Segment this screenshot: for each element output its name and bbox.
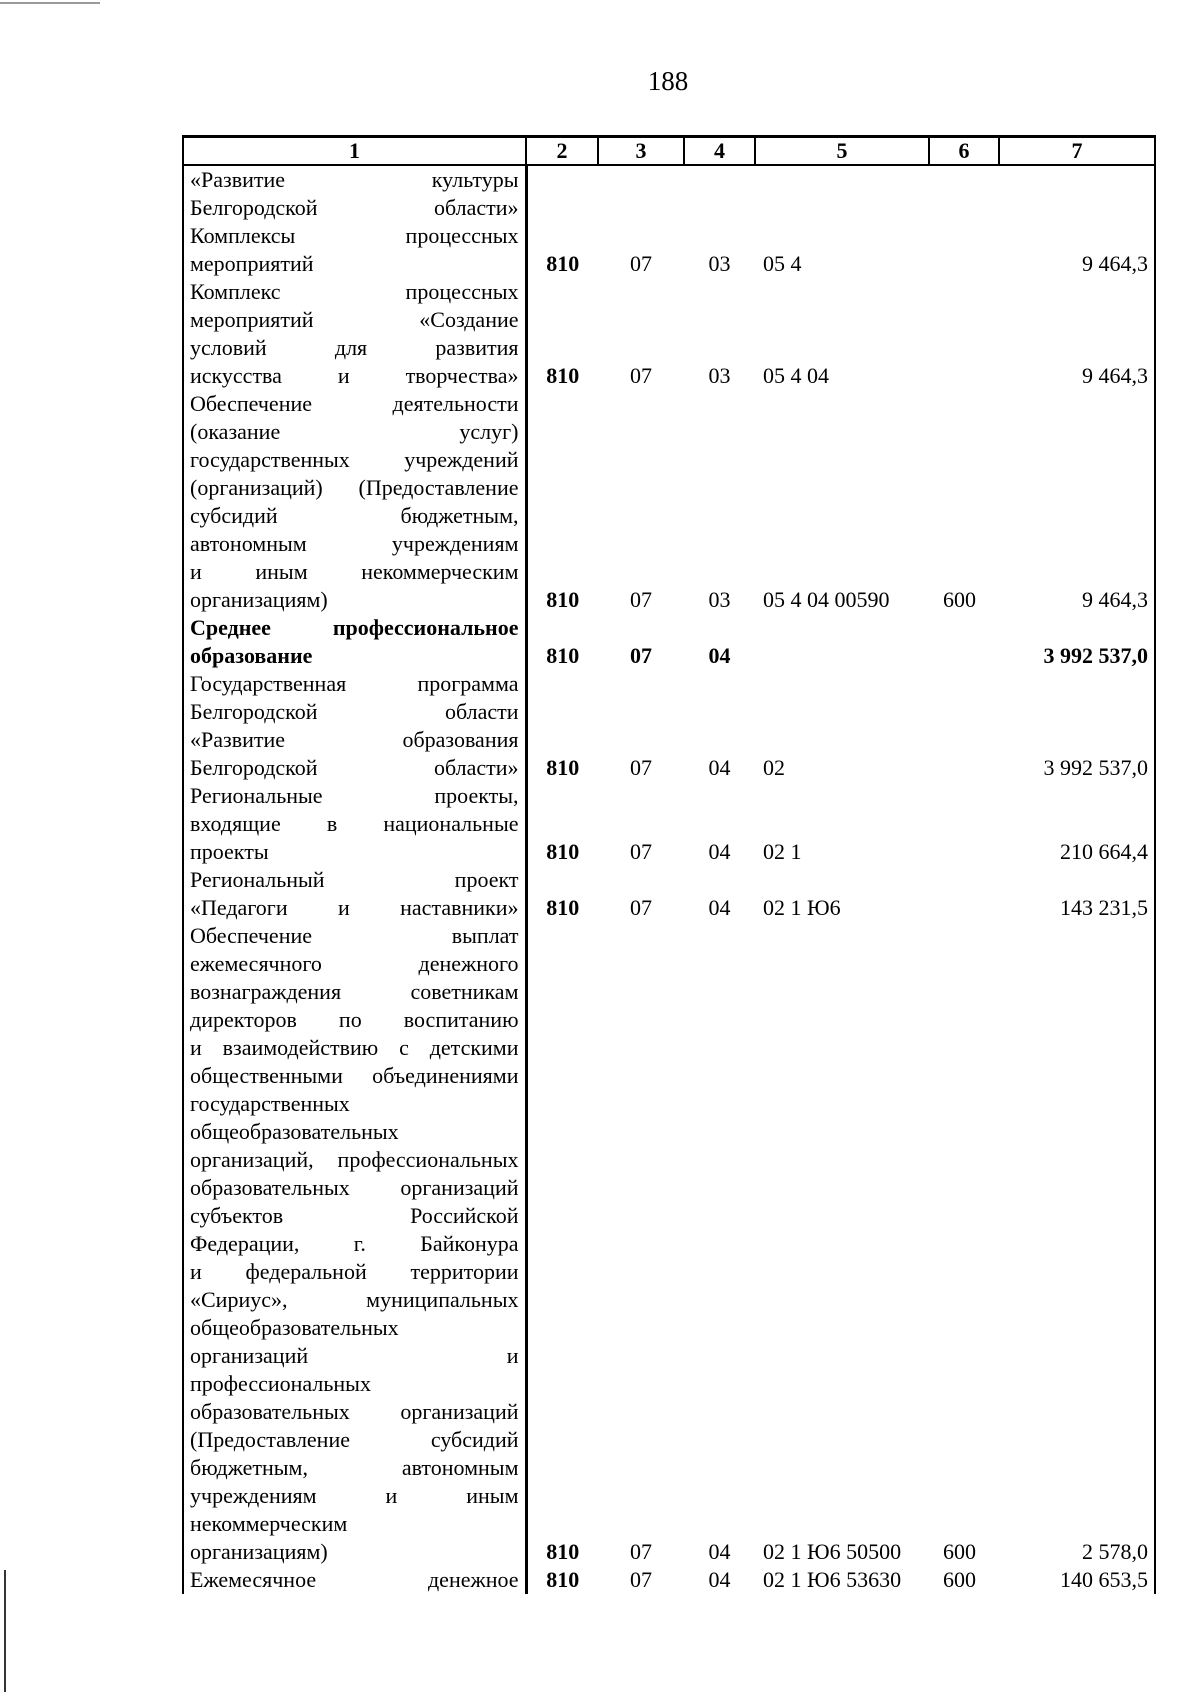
- row-name-line: Комплекс процессных: [190, 279, 519, 304]
- row-name-line: общеобразовательных: [190, 1315, 399, 1340]
- row-name-line: и федеральной территории: [190, 1259, 519, 1284]
- row-cell-c6: 600: [943, 1539, 976, 1564]
- row-name-line: Государственная программа: [190, 671, 519, 696]
- row-name-cell: [183, 922, 526, 1566]
- row-name-line: образовательных организаций: [190, 1399, 519, 1424]
- row-name-line: (Предоставление субсидий: [190, 1427, 519, 1452]
- table-row: [183, 278, 1155, 390]
- header-col-7: 7: [999, 137, 1155, 166]
- row-name-line: Обеспечение выплат: [190, 923, 519, 948]
- row-cell-c7: [999, 165, 1155, 222]
- table-header-row: [183, 137, 1155, 166]
- row-cell-c4: 03: [708, 363, 731, 388]
- row-cell-c2: 810: [546, 643, 580, 668]
- row-cell-c6: [929, 614, 999, 670]
- row-name-line: профессиональных: [190, 1371, 371, 1396]
- row-name-cell: [183, 670, 526, 782]
- row-name-line: условий для развития: [190, 335, 519, 360]
- row-cell-c5: 05 4: [763, 251, 802, 276]
- row-name-line: входящие в национальные: [190, 811, 519, 836]
- row-name-cell: [183, 165, 526, 222]
- row-cell-c7: 140 653,5: [999, 1566, 1155, 1594]
- row-cell-c2: 810: [546, 587, 580, 612]
- row-name-line: государственных: [190, 1091, 350, 1116]
- row-cell-c6: [929, 165, 999, 222]
- table-row: [183, 165, 1155, 222]
- row-cell-c6: [929, 222, 999, 278]
- row-cell-c7: 9 464,3: [999, 390, 1155, 614]
- row-name-line: Комплексы процессных: [190, 223, 519, 248]
- row-cell-c3: 07: [630, 839, 652, 864]
- row-name-cell: [183, 222, 526, 278]
- row-cell-c5: 05 4 04 00590: [763, 587, 890, 612]
- row-cell-c4: 04: [708, 895, 731, 920]
- row-name-line: образовательных организаций: [190, 1175, 519, 1200]
- row-name-line: и взаимодействию с детскими: [190, 1035, 519, 1060]
- row-name-line: «Развитие образования: [190, 727, 519, 752]
- row-cell-c7: 2 578,0: [999, 922, 1155, 1566]
- row-cell-c4: 04: [708, 1539, 731, 1564]
- table-row: [183, 866, 1155, 922]
- row-cell-c7: 3 992 537,0: [999, 614, 1155, 670]
- row-cell-c3: 07: [630, 755, 652, 780]
- table-row: [183, 614, 1155, 670]
- row-cell-c6: 600: [943, 1567, 976, 1592]
- row-name-line: Белгородской области: [190, 699, 519, 724]
- row-name-cell: [183, 1566, 526, 1594]
- row-name-line: «Сириус», муниципальных: [190, 1287, 519, 1312]
- header-col-1: 1: [183, 137, 526, 166]
- row-cell-c7: 3 992 537,0: [999, 670, 1155, 782]
- row-name-line: (оказание услуг): [190, 419, 519, 444]
- header-col-5: 5: [755, 137, 929, 166]
- row-name-cell: [183, 278, 526, 390]
- row-cell-c2: 810: [546, 1539, 580, 1564]
- row-name-line: мероприятий «Создание: [190, 307, 519, 332]
- row-name-cell: [183, 614, 526, 670]
- row-name-line: Ежемесячное денежное: [190, 1567, 519, 1592]
- row-cell-c4: 04: [708, 643, 731, 668]
- page-number: 188: [647, 66, 689, 96]
- row-name-line: искусства и творчества»: [190, 363, 519, 388]
- row-name-line: директоров по воспитанию: [190, 1007, 519, 1032]
- row-cell-c3: 07: [630, 895, 652, 920]
- header-col-3: 3: [598, 137, 684, 166]
- row-cell-c2: 810: [546, 895, 580, 920]
- row-cell-c5: 02: [763, 755, 785, 780]
- row-name-line: проекты: [190, 839, 269, 864]
- row-cell-c3: 07: [630, 587, 652, 612]
- scan-artifact-left: [4, 1570, 6, 1692]
- row-cell-c5: 02 1 Ю6 53630: [763, 1567, 902, 1592]
- row-cell-c4: [684, 165, 755, 222]
- table-row: [183, 922, 1155, 1566]
- row-cell-c6: 600: [943, 587, 976, 612]
- row-cell-c5: [755, 165, 929, 222]
- row-name-line: (организаций) (Предоставление: [190, 475, 519, 500]
- row-cell-c3: 07: [630, 1567, 652, 1592]
- row-cell-c5: 05 4 04: [763, 363, 829, 388]
- row-name-line: ежемесячного денежного: [190, 951, 519, 976]
- row-name-line: Региональный проект: [190, 867, 519, 892]
- row-name-line: бюджетным, автономным: [190, 1455, 519, 1480]
- row-cell-c2: [526, 165, 598, 222]
- row-cell-c6: [929, 866, 999, 922]
- row-name-line: организациям): [190, 587, 328, 612]
- row-cell-c3: 07: [630, 363, 652, 388]
- row-name-line: субсидий бюджетным,: [190, 503, 519, 528]
- row-name-line: образование: [190, 643, 313, 668]
- row-name-line: учреждениям и иным: [190, 1483, 519, 1508]
- row-name-line: Обеспечение деятельности: [190, 391, 519, 416]
- row-name-line: субъектов Российской: [190, 1203, 519, 1228]
- row-name-line: общественными объединениями: [190, 1063, 519, 1088]
- table-row: [183, 390, 1155, 614]
- row-name-line: Белгородской области»: [190, 195, 519, 220]
- row-cell-c4: 04: [708, 1567, 731, 1592]
- header-col-6: 6: [929, 137, 999, 166]
- row-name-line: Региональные проекты,: [190, 783, 519, 808]
- row-cell-c6: [929, 782, 999, 866]
- row-name-cell: [183, 390, 526, 614]
- row-name-line: Среднее профессиональное: [190, 615, 519, 640]
- row-cell-c3: 07: [630, 251, 652, 276]
- row-cell-c5: [755, 614, 929, 670]
- row-name-line: некоммерческим: [190, 1511, 348, 1536]
- table-body: [183, 165, 1155, 1594]
- row-cell-c7: 9 464,3: [999, 222, 1155, 278]
- row-cell-c7: 210 664,4: [999, 782, 1155, 866]
- row-cell-c5: 02 1: [763, 839, 802, 864]
- row-name-line: мероприятий: [190, 251, 314, 276]
- row-cell-c4: 04: [708, 839, 731, 864]
- row-cell-c2: 810: [546, 1567, 580, 1592]
- budget-table: [182, 135, 1156, 1594]
- row-cell-c3: 07: [630, 1539, 652, 1564]
- table-row: [183, 222, 1155, 278]
- row-name-line: «Развитие культуры: [190, 167, 519, 192]
- row-cell-c2: 810: [546, 363, 580, 388]
- row-name-line: Белгородской области»: [190, 755, 519, 780]
- table-row: [183, 782, 1155, 866]
- row-name-cell: [183, 782, 526, 866]
- row-name-line: общеобразовательных: [190, 1119, 399, 1144]
- row-name-line: «Педагоги и наставники»: [190, 895, 519, 920]
- row-cell-c3: [598, 165, 684, 222]
- table-row: [183, 670, 1155, 782]
- row-cell-c7: 143 231,5: [999, 866, 1155, 922]
- row-name-line: организаций, профессиональных: [190, 1147, 519, 1172]
- row-name-cell: [183, 866, 526, 922]
- scan-artifact-top: [0, 2, 100, 4]
- row-cell-c2: 810: [546, 251, 580, 276]
- row-name-line: организаций и: [190, 1343, 519, 1368]
- row-name-line: вознаграждения советникам: [190, 979, 519, 1004]
- row-cell-c4: 04: [708, 755, 731, 780]
- header-col-4: 4: [684, 137, 755, 166]
- row-cell-c4: 03: [708, 587, 731, 612]
- row-cell-c6: [929, 278, 999, 390]
- table-row: [183, 1566, 1155, 1594]
- row-cell-c3: 07: [630, 643, 652, 668]
- header-col-2: 2: [526, 137, 598, 166]
- row-cell-c7: 9 464,3: [999, 278, 1155, 390]
- row-name-line: Федерации, г. Байконура: [190, 1231, 519, 1256]
- row-cell-c6: [929, 670, 999, 782]
- row-name-line: и иным некоммерческим: [190, 559, 519, 584]
- row-cell-c5: 02 1 Ю6: [763, 895, 841, 920]
- row-cell-c2: 810: [546, 839, 580, 864]
- row-name-line: автономным учреждениям: [190, 531, 519, 556]
- row-cell-c5: 02 1 Ю6 50500: [763, 1539, 902, 1564]
- row-cell-c2: 810: [546, 755, 580, 780]
- row-name-line: организациям): [190, 1539, 328, 1564]
- row-name-line: государственных учреждений: [190, 447, 519, 472]
- row-cell-c4: 03: [708, 251, 731, 276]
